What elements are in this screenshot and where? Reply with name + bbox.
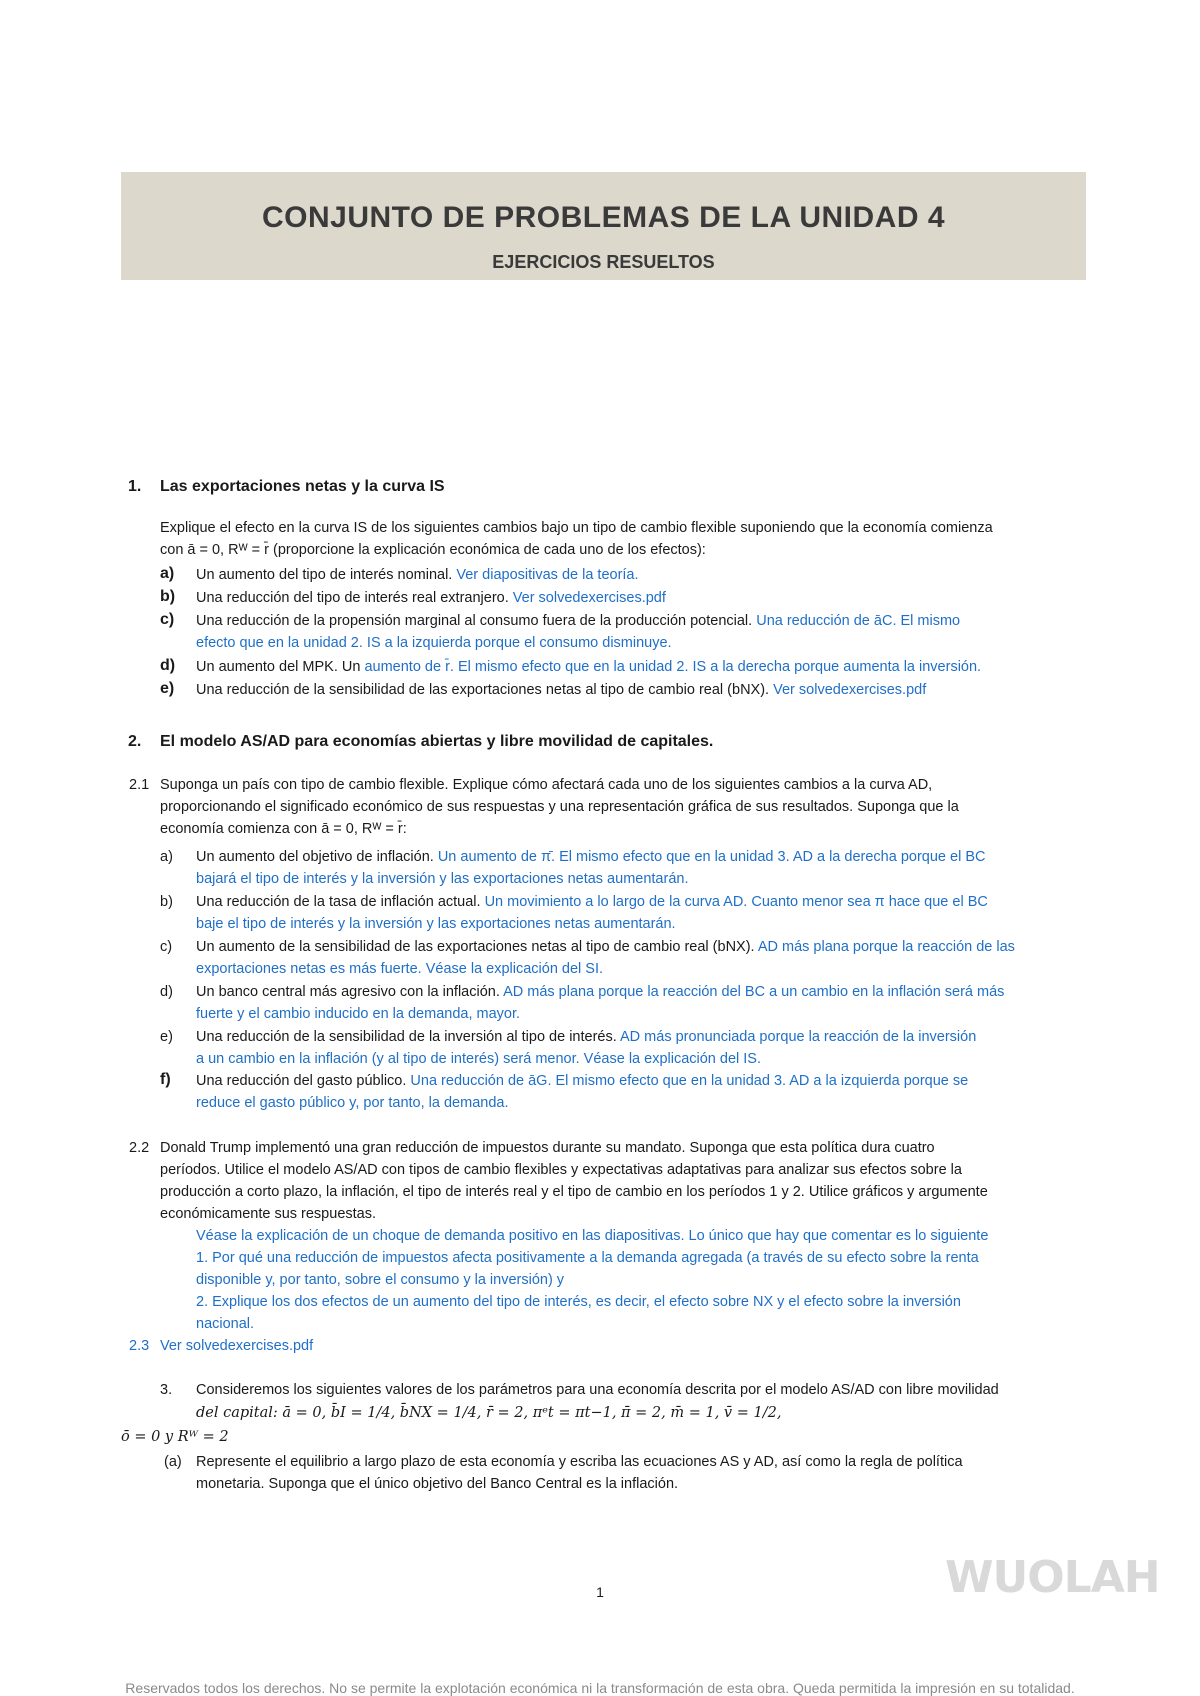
item-2b-answer-cont: baje el tipo de interés y la inversión y las exportaciones netas aumentarán. [196, 916, 676, 932]
q22-answer-1: Véase la explicación de un choque de demanda positivo en las diapositivas. Lo único que hay que comentar es lo siguiente [196, 1228, 989, 1244]
item-1e [196, 679, 1082, 701]
item-2d-text: Un banco central más agresivo con la inflación. [196, 984, 500, 1000]
q22-line2: períodos. Utilice el modelo AS/AD con tipos de cambio flexibles y expectativas adaptativas para analizar sus efectos sobre la [160, 1162, 962, 1178]
item-1e-label: e) [160, 680, 175, 697]
item-1d-answer: aumento de r̄. El mismo efecto que en la unidad 2. IS a la derecha porque aumenta la inversión. [364, 659, 982, 675]
item-1e-answer: Ver solvedexercises.pdf [773, 682, 927, 698]
item-2d-label: d) [160, 984, 173, 1000]
q21-line3: economía comienza con ā = 0, Rᵂ = r̄: [160, 821, 407, 837]
page-title: CONJUNTO DE PROBLEMAS DE LA UNIDAD 4 [261, 201, 946, 234]
item-2f-label: f) [160, 1071, 171, 1088]
q22-line3: producción a corto plazo, la inflación, el tipo de interés real y el tipo de cambio en los períodos 1 y 2. Utilice gráficos y argumente [160, 1184, 988, 1200]
item-2d-answer: AD más plana porque la reacción del BC a un cambio en la inflación será más [503, 984, 1005, 1000]
section-3-line2 [196, 1402, 1082, 1424]
item-2e-label: e) [160, 1029, 173, 1045]
item-1d [196, 656, 1082, 678]
section-3-params-cont: ō = 0 y Rᵂ = 2 [121, 1429, 229, 1445]
item-2e-answer-cont: a un cambio en la inflación (y al tipo de interés) será menor. Véase la explicación del IS. [196, 1051, 762, 1067]
item-2d-answer-cont: fuerte y el cambio inducido en la demanda, mayor. [196, 1006, 521, 1022]
item-2d [196, 981, 1082, 1003]
item-2a-label: a) [160, 849, 173, 865]
q21-line2: proporcionando el significado económico de sus respuestas y una representación gráfica de sus resultados. Suponga que la [160, 799, 959, 815]
q22-answer-4: 2. Explique los dos efectos de un aumento del tipo de interés, es decir, el efecto sobre NX y el efecto sobre la inversión [196, 1294, 961, 1310]
section-1-intro-line2: con ā = 0, Rᵂ = r̄ (proporcione la explicación económica de cada uno de los efectos): [160, 542, 706, 558]
q22-answer-3: disponible y, por tanto, sobre el consumo y la inversión) y [196, 1272, 565, 1288]
item-2b-label: b) [160, 894, 173, 910]
item-2a-answer: Un aumento de π̄. El mismo efecto que en la unidad 3. AD a la derecha porque el BC [437, 849, 986, 865]
item-2f [196, 1070, 1082, 1092]
section-3-line1: Consideremos los siguientes valores de los parámetros para una economía descrita por el modelo AS/AD con libre movilidad [196, 1382, 999, 1398]
item-1a-text: Un aumento del tipo de interés nominal. [196, 567, 453, 583]
item-2c [196, 936, 1082, 958]
q21-number: 2.1 [129, 777, 150, 793]
wuolah-logo: WUOLAH [945, 1552, 1160, 1603]
footer-rights: Reservados todos los derechos. No se permite la explotación económica ni la transformación de esta obra. Queda permitida la impresión en su totalidad. [125, 1680, 1075, 1696]
item-2f-text: Una reducción del gasto público. [196, 1073, 407, 1089]
item-2a-text: Un aumento del objetivo de inflación. [196, 849, 434, 865]
item-2a [196, 846, 1082, 868]
item-2e [196, 1026, 1082, 1048]
item-2f-answer-cont: reduce el gasto público y, por tanto, la demanda. [196, 1095, 509, 1111]
item-1a-label: a) [160, 565, 175, 582]
q23-number: 2.3 [129, 1338, 150, 1354]
item-1b-label: b) [160, 588, 176, 605]
item-1e-text: Una reducción de la sensibilidad de las exportaciones netas al tipo de cambio real (bNX). [196, 682, 770, 698]
item-1c [196, 610, 1082, 632]
item-2a-answer-cont: bajará el tipo de interés y la inversión y las exportaciones netas aumentarán. [196, 871, 689, 887]
title-band [121, 172, 1086, 280]
item-2f-answer: Una reducción de āG. El mismo efecto que en la unidad 3. AD a la izquierda porque se [410, 1073, 969, 1089]
item-1b-answer: Ver solvedexercises.pdf [512, 590, 666, 606]
item-3a-line1: Represente el equilibrio a largo plazo de esta economía y escriba las ecuaciones AS y AD, así como la regla de política [196, 1454, 963, 1470]
item-2e-text: Una reducción de la sensibilidad de la inversión al tipo de interés. [196, 1029, 617, 1045]
q23-text: Ver solvedexercises.pdf [160, 1338, 314, 1354]
item-1c-answer-cont: efecto que en la unidad 2. IS a la izquierda porque el consumo disminuye. [196, 635, 672, 651]
item-2e-answer: AD más pronunciada porque la reacción de la inversión [620, 1029, 977, 1045]
item-2c-answer: AD más plana porque la reacción de las [757, 939, 1015, 955]
item-3a-label: (a) [164, 1454, 182, 1470]
item-2c-text: Un aumento de la sensibilidad de las exportaciones netas al tipo de cambio real (bNX). [196, 939, 755, 955]
q22-line1: Donald Trump implementó una gran reducción de impuestos durante su mandato. Suponga que esta política dura cuatro [160, 1140, 935, 1156]
section-3-params: del capital: ā = 0, b̄I = 1/4, b̄NX = 1/4, r̄ = 2, πᵉt = πt−1, π̄ = 2, m̄ = 1, v̄ = 1/2, [196, 1405, 782, 1421]
section-3-number: 3. [160, 1382, 173, 1398]
page-number: 1 [596, 1584, 604, 1600]
item-1c-answer: Una reducción de āC. El mismo [756, 613, 961, 629]
item-2c-answer-cont: exportaciones netas es más fuerte. Véase la explicación del SI. [196, 961, 604, 977]
item-1c-label: c) [160, 611, 175, 628]
item-2c-label: c) [160, 939, 173, 955]
item-1d-text: Un aumento del MPK. Un [196, 659, 361, 675]
item-1b-text: Una reducción del tipo de interés real extranjero. [196, 590, 509, 606]
item-2b [196, 891, 1082, 913]
item-3a-line2: monetaria. Suponga que el único objetivo del Banco Central es la inflación. [196, 1476, 679, 1492]
q22-answer-5: nacional. [196, 1316, 255, 1332]
section-3-line3 [121, 1426, 229, 1448]
section-1-title: Las exportaciones netas y la curva IS [160, 478, 445, 495]
item-1a [196, 564, 1082, 586]
q22-number: 2.2 [129, 1140, 150, 1156]
item-1a-answer: Ver diapositivas de la teoría. [456, 567, 639, 583]
item-2b-answer: Un movimiento a lo largo de la curva AD. Cuanto menor sea π hace que el BC [484, 894, 988, 910]
section-1-intro-line1: Explique el efecto en la curva IS de los siguientes cambios bajo un tipo de cambio flexible suponiendo que la economía comienza [160, 520, 993, 536]
item-1b [196, 587, 1082, 609]
section-2-title: El modelo AS/AD para economías abiertas y libre movilidad de capitales. [160, 733, 714, 750]
section-2-number: 2. [128, 733, 142, 750]
q22-answer-2: 1. Por qué una reducción de impuestos afecta positivamente a la demanda agregada (a través de su efecto sobre la renta [196, 1250, 979, 1266]
page-subtitle: EJERCICIOS RESUELTOS [492, 252, 715, 272]
q22-line4: económicamente sus respuestas. [160, 1206, 376, 1222]
item-1d-label: d) [160, 657, 176, 674]
q21-line1: Suponga un país con tipo de cambio flexible. Explique cómo afectará cada uno de los siguientes cambios a la curva AD, [160, 777, 933, 793]
item-1c-text: Una reducción de la propensión marginal al consumo fuera de la producción potencial. [196, 613, 753, 629]
section-1-number: 1. [128, 478, 142, 495]
item-2b-text: Una reducción de la tasa de inflación actual. [196, 894, 481, 910]
